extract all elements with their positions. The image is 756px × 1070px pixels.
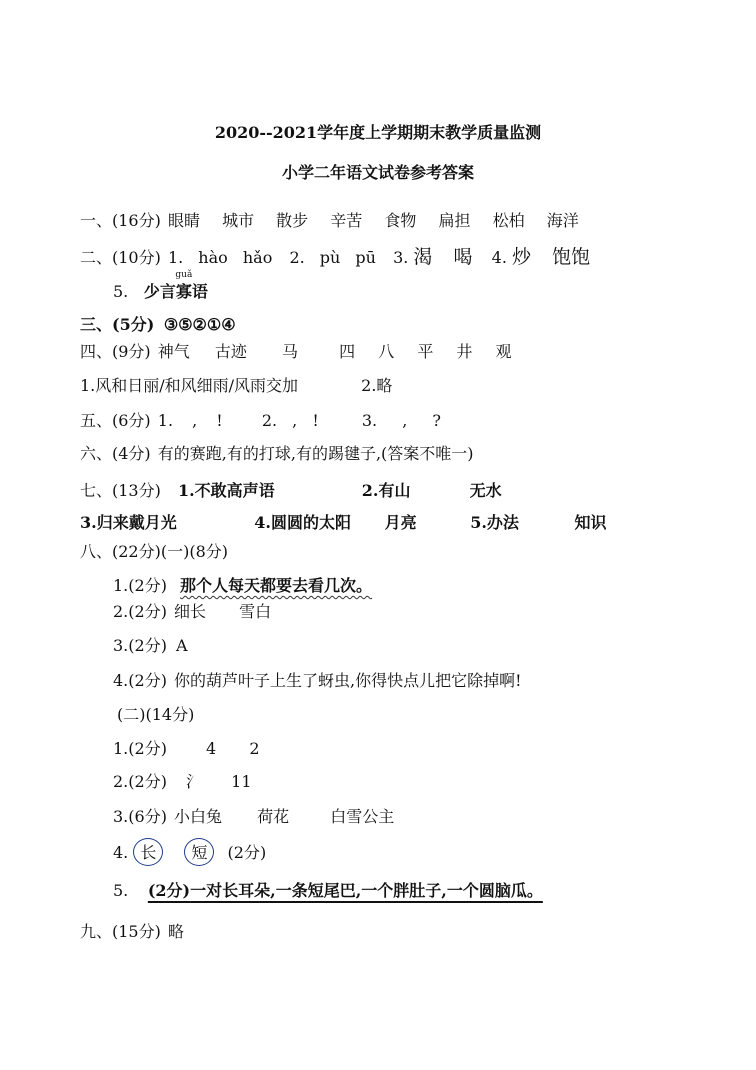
q7-label: 七、(13分): [80, 481, 161, 500]
q4-answer-2: 2.略: [361, 376, 393, 395]
q4-word: 观: [495, 342, 512, 361]
q8-sub2-row: [117, 704, 194, 726]
q4-word: 古迹: [214, 342, 247, 361]
q8-b4-number: 4.: [113, 843, 129, 862]
q1-word: 城市: [222, 211, 255, 230]
q8-b4-score: (2分): [227, 843, 267, 862]
q6-label: 六、(4分): [80, 444, 151, 463]
q8-a4-row: [113, 670, 522, 692]
q4-word: 平: [417, 342, 434, 361]
q8-b5-row: [113, 880, 557, 902]
q7-answer-4a: 4.圆圆的太阳: [254, 513, 352, 532]
q8-b2-row: [113, 771, 252, 793]
q8-b2-answer-b: 11: [231, 772, 252, 791]
q8-a2-answer-b: 雪白: [239, 602, 272, 621]
q5-label: 五、(6分): [80, 411, 151, 430]
q8-b5-score: (2分): [147, 881, 191, 900]
q8-a4-answer: 你的葫芦叶子上生了蚜虫,你得快点儿把它除掉啊!: [174, 671, 522, 690]
q4-row-2: [80, 375, 392, 397]
q8-b5-answer: 一对长耳朵,一条短尾巴,一个胖肚子,一个圆脑瓜。: [190, 881, 543, 900]
q1-word: 海洋: [546, 211, 579, 230]
q9-label: 九、(15分): [80, 922, 161, 941]
q1-word: 辛苦: [330, 211, 363, 230]
q8-b4-circled-a: 长: [133, 838, 163, 866]
q4-word: 八: [378, 342, 395, 361]
q1-word: 散步: [276, 211, 309, 230]
q8-b1-answer-b: 2: [249, 739, 260, 758]
q3-answer: ③⑤②①④: [163, 315, 236, 334]
q4-word: 马: [281, 342, 298, 361]
q8-a1-row: [113, 575, 372, 597]
q8-a3-number: 3.(2分): [113, 636, 167, 655]
q8-sub2-label: (二)(14分): [117, 705, 195, 724]
q2-part5-row: [113, 270, 208, 303]
q1-word: 松柏: [492, 211, 525, 230]
q8-b1-row: [113, 738, 260, 760]
q4-word: 井: [456, 342, 473, 361]
q6-answer: 有的赛跑,有的打球,有的踢毽子,(答案不唯一): [157, 444, 474, 463]
q8-b1-number: 1.(2分): [113, 739, 167, 758]
q8-b2-number: 2.(2分): [113, 772, 167, 791]
q2-part3-number: 3.: [393, 248, 409, 267]
q2-part3-char-a: 渴: [413, 246, 433, 268]
q8-row: [80, 541, 228, 563]
q8-a1-number: 1.(2分): [113, 576, 167, 595]
q1-label: 一、(16分): [80, 211, 161, 230]
q8-a3-answer: A: [176, 636, 188, 655]
q1-word: 扁担: [438, 211, 471, 230]
q4-word: 神气: [157, 342, 190, 361]
q8-b3-answer-b: 荷花: [257, 807, 290, 826]
q2-part4-number: 4.: [491, 248, 507, 267]
q8-b4-circled-b: 短: [184, 838, 214, 866]
q5-part3: 3. , ?: [361, 411, 441, 430]
q7-row-2: [80, 512, 607, 534]
q2-label: 二、(10分): [80, 248, 161, 267]
q8-b3-answer-a: 小白兔: [174, 807, 223, 826]
q5-row: [80, 410, 441, 432]
q5-part1: 1. , !: [157, 411, 223, 430]
q2-part1: 1. hào hǎo: [167, 248, 273, 267]
q2-part5-pinyin: guǎ: [175, 270, 193, 280]
q7-answer-1: 1.不敢高声语: [177, 481, 275, 500]
q2-part5-text-a: 少言: [143, 282, 176, 301]
q8-a4-number: 4.(2分): [113, 671, 167, 690]
q2-part2: 2. pù pū: [289, 248, 376, 267]
q8-a3-row: [113, 635, 188, 657]
q9-row: [80, 921, 184, 943]
q3-label: 三、(5分): [80, 315, 155, 334]
q8-a2-answer-a: 细长: [174, 602, 207, 621]
q8-b2-answer-a: 氵: [186, 772, 203, 791]
q8-b4-row: [113, 838, 266, 866]
q8-a2-number: 2.(2分): [113, 602, 167, 621]
q1-row: [80, 210, 579, 232]
q8-b3-answer-c: 白雪公主: [330, 807, 395, 826]
q8-label: 八、(22分)(一)(8分): [80, 542, 228, 561]
q7-answer-5b: 知识: [574, 513, 607, 532]
q4-word: 四: [339, 342, 356, 361]
q9-answer: 略: [167, 922, 184, 941]
q2-part5-ruby: [175, 270, 193, 303]
q2-row: [80, 246, 590, 269]
q1-word: 食物: [384, 211, 417, 230]
q8-b3-number: 3.(6分): [113, 807, 167, 826]
q8-a1-answer: 那个人每天都要去看几次。: [180, 576, 373, 595]
q7-answer-2a: 2.有山: [361, 481, 411, 500]
q6-row: [80, 443, 474, 465]
page-subtitle: 小学二年语文试卷参考答案: [281, 163, 474, 182]
q4-answer-1: 1.风和日丽/和风细雨/风雨交加: [80, 376, 299, 395]
q2-part5-text-c: 语: [191, 282, 208, 301]
page-title: 2020--2021学年度上学期期末教学质量监测: [214, 123, 542, 142]
q7-answer-4b: 月亮: [384, 513, 417, 532]
q1-word: 眼睛: [167, 211, 200, 230]
q2-part5-text-b: 寡: [175, 282, 192, 301]
q7-answer-5a: 5.办法: [470, 513, 519, 532]
q2-part4-char-b: 饱饱: [552, 246, 591, 268]
q8-b5-number: 5.: [113, 881, 129, 900]
q7-answer-3: 3.归来戴月光: [80, 513, 177, 532]
q4-label: 四、(9分): [80, 342, 151, 361]
q4-row: [80, 341, 512, 363]
q8-a2-row: [113, 601, 271, 623]
q2-part3-char-b: 喝: [453, 246, 473, 268]
q2-part4-char-a: 炒: [512, 246, 532, 268]
q8-b1-answer-a: 4: [206, 739, 217, 758]
q8-b3-row: [113, 806, 394, 828]
q3-row: [80, 314, 236, 336]
q7-row: [80, 480, 502, 502]
q7-answer-2b: 无水: [469, 481, 502, 500]
q5-part2: 2. , !: [261, 411, 319, 430]
q2-part5-number: 5.: [113, 282, 129, 301]
